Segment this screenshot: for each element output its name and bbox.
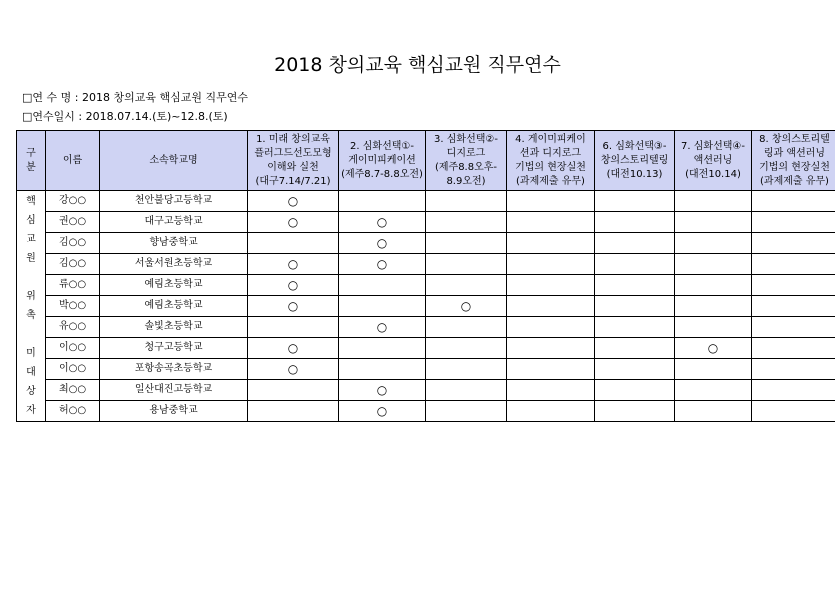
column-header <box>675 131 752 191</box>
school-cell: 일산대진고등학교 <box>100 380 248 401</box>
attendance-cell <box>339 191 426 212</box>
column-header-line: (과제제출 유무) <box>760 175 829 187</box>
attendance-cell <box>752 401 835 422</box>
attendance-cell <box>426 338 507 359</box>
attendance-cell <box>507 275 595 296</box>
name-cell: 이○○ <box>46 338 100 359</box>
attendance-cell <box>426 191 507 212</box>
attendance-cell: ○ <box>248 212 339 233</box>
attendance-cell <box>752 296 835 317</box>
table-row <box>17 401 835 422</box>
name-cell: 이○○ <box>46 359 100 380</box>
attendance-cell: ○ <box>248 296 339 317</box>
school-cell: 예림초등학교 <box>100 275 248 296</box>
category-char <box>17 268 45 287</box>
school-cell: 청구고등학교 <box>100 338 248 359</box>
page-title: 2018 창의교육 핵심교원 직무연수 <box>274 54 561 76</box>
column-header-line: 션과 디지로그 <box>519 147 582 159</box>
category-char: 원 <box>26 253 36 264</box>
attendance-cell: ○ <box>339 254 426 275</box>
table-row <box>17 212 835 233</box>
column-header-line: (제주8.8오후- <box>434 161 498 173</box>
attendance-cell <box>752 212 835 233</box>
attendance-cell: ○ <box>339 212 426 233</box>
column-header-line: 1. 미래 창의교육 <box>256 133 330 145</box>
column-header-line: 액션러닝 <box>693 154 733 166</box>
attendance-cell <box>675 296 752 317</box>
column-header <box>46 131 100 191</box>
column-header-line: 구 <box>26 147 36 159</box>
column-header-line: 게이미피케이션 <box>348 154 416 166</box>
category-char <box>17 325 45 344</box>
attendance-cell <box>507 359 595 380</box>
school-cell: 용남중학교 <box>100 401 248 422</box>
attendance-cell <box>339 338 426 359</box>
attendance-cell <box>507 401 595 422</box>
attendance-cell <box>248 317 339 338</box>
column-header-line: 창의스토리텔링 <box>600 154 669 166</box>
attendance-cell <box>675 191 752 212</box>
training-table <box>16 130 835 422</box>
attendance-cell: ○ <box>248 275 339 296</box>
column-header-line: 8. 창의스토리텔 <box>759 133 830 145</box>
attendance-cell <box>507 233 595 254</box>
category-char: 대 <box>26 367 36 378</box>
category-char: 핵 <box>26 196 36 207</box>
attendance-cell <box>752 338 835 359</box>
course-name-line: □연 수 명 : 2018 창의교육 핵심교원 직무연수 <box>22 91 248 104</box>
table-row <box>17 191 835 212</box>
attendance-cell: ○ <box>339 233 426 254</box>
column-header-line: 디지로그 <box>446 147 486 159</box>
attendance-cell: ○ <box>248 254 339 275</box>
attendance-cell <box>339 275 426 296</box>
attendance-cell <box>595 233 675 254</box>
column-header-line: 기법의 현장실천 <box>759 161 830 173</box>
attendance-cell <box>752 191 835 212</box>
table-row <box>17 338 835 359</box>
category-char: 교 <box>26 234 36 245</box>
attendance-cell <box>595 275 675 296</box>
column-header-line: (대전10.14) <box>685 168 741 180</box>
attendance-cell <box>507 191 595 212</box>
attendance-cell <box>426 359 507 380</box>
attendance-cell <box>339 359 426 380</box>
column-header <box>752 131 835 191</box>
column-header <box>507 131 595 191</box>
attendance-cell: ○ <box>248 191 339 212</box>
name-cell: 유○○ <box>46 317 100 338</box>
attendance-cell <box>426 233 507 254</box>
column-header-line: 7. 심화선택④- <box>681 140 745 152</box>
attendance-cell <box>507 317 595 338</box>
header-row <box>17 131 835 191</box>
category-char: 미 <box>26 348 36 359</box>
column-header-line: 이해와 실천 <box>267 161 319 173</box>
attendance-cell <box>248 401 339 422</box>
attendance-cell <box>752 380 835 401</box>
table-row <box>17 275 835 296</box>
attendance-cell <box>426 275 507 296</box>
attendance-cell <box>426 254 507 275</box>
attendance-cell <box>507 380 595 401</box>
attendance-cell <box>675 233 752 254</box>
table-row <box>17 317 835 338</box>
column-header-line: 링과 액션러닝 <box>763 147 826 159</box>
column-header <box>248 131 339 191</box>
name-cell: 허○○ <box>46 401 100 422</box>
school-cell: 예림초등학교 <box>100 296 248 317</box>
column-header-line: 기법의 현장실천 <box>515 161 586 173</box>
attendance-cell <box>752 233 835 254</box>
attendance-cell <box>595 254 675 275</box>
attendance-cell: ○ <box>339 380 426 401</box>
attendance-cell <box>426 212 507 233</box>
category-char: 자 <box>26 405 36 416</box>
attendance-cell <box>248 233 339 254</box>
attendance-cell <box>752 254 835 275</box>
column-header-line: 8.9오전) <box>446 175 486 187</box>
attendance-cell: ○ <box>339 317 426 338</box>
category-char: 위 <box>26 291 36 302</box>
school-cell: 포항송곡초등학교 <box>100 359 248 380</box>
school-cell: 대구고등학교 <box>100 212 248 233</box>
school-cell: 천안불당고등학교 <box>100 191 248 212</box>
attendance-cell <box>675 380 752 401</box>
attendance-cell <box>595 191 675 212</box>
school-cell: 향남중학교 <box>100 233 248 254</box>
attendance-cell <box>595 401 675 422</box>
school-cell: 서울서원초등학교 <box>100 254 248 275</box>
column-header-line: (제주8.7-8.8오전) <box>341 168 423 180</box>
attendance-cell <box>752 275 835 296</box>
name-cell: 강○○ <box>46 191 100 212</box>
attendance-cell <box>675 254 752 275</box>
attendance-cell: ○ <box>248 338 339 359</box>
column-header-line: 소속학교명 <box>149 154 198 166</box>
column-header <box>17 131 46 191</box>
attendance-cell <box>595 296 675 317</box>
attendance-cell: ○ <box>248 359 339 380</box>
attendance-cell <box>675 401 752 422</box>
column-header <box>595 131 675 191</box>
column-header <box>100 131 248 191</box>
attendance-cell <box>507 338 595 359</box>
column-header-line: 분 <box>26 161 36 173</box>
attendance-cell <box>595 212 675 233</box>
attendance-cell <box>507 254 595 275</box>
attendance-cell <box>595 317 675 338</box>
attendance-cell: ○ <box>675 338 752 359</box>
category-char: 촉 <box>26 310 36 321</box>
attendance-cell <box>675 212 752 233</box>
attendance-cell <box>752 317 835 338</box>
name-cell: 류○○ <box>46 275 100 296</box>
attendance-cell <box>675 359 752 380</box>
column-header-line: (과제제출 유무) <box>516 175 585 187</box>
category-cell <box>17 191 46 422</box>
attendance-cell <box>675 317 752 338</box>
attendance-cell: ○ <box>339 401 426 422</box>
column-header <box>426 131 507 191</box>
name-cell: 권○○ <box>46 212 100 233</box>
attendance-cell <box>752 359 835 380</box>
column-header-line: 6. 심화선택③- <box>602 140 667 152</box>
table-row <box>17 296 835 317</box>
column-header <box>339 131 426 191</box>
column-header-line: 2. 심화선택①- <box>350 140 414 152</box>
name-cell: 최○○ <box>46 380 100 401</box>
column-header-line: 4. 게이미피케이 <box>515 133 586 145</box>
attendance-cell <box>595 359 675 380</box>
attendance-cell <box>426 380 507 401</box>
table-row <box>17 359 835 380</box>
attendance-cell <box>507 212 595 233</box>
course-date-line: □연수일시 : 2018.07.14.(토)~12.8.(토) <box>22 110 228 123</box>
name-cell: 박○○ <box>46 296 100 317</box>
column-header-line: 플러그드선도모형 <box>254 147 332 159</box>
name-cell: 김○○ <box>46 233 100 254</box>
attendance-cell <box>339 296 426 317</box>
category-char: 상 <box>26 386 36 397</box>
attendance-cell <box>426 401 507 422</box>
name-cell: 김○○ <box>46 254 100 275</box>
attendance-cell <box>248 380 339 401</box>
column-header-line: (대전10.13) <box>606 168 663 180</box>
attendance-cell <box>426 317 507 338</box>
column-header-line: (대구7.14/7.21) <box>255 175 331 187</box>
table-row <box>17 380 835 401</box>
school-cell: 솔빛초등학교 <box>100 317 248 338</box>
column-header-line: 이름 <box>62 154 83 166</box>
table-row <box>17 254 835 275</box>
attendance-cell <box>675 275 752 296</box>
attendance-cell <box>507 296 595 317</box>
category-char: 심 <box>26 215 36 226</box>
attendance-cell <box>595 338 675 359</box>
attendance-cell: ○ <box>426 296 507 317</box>
column-header-line: 3. 심화선택②- <box>434 133 498 145</box>
table-row <box>17 233 835 254</box>
attendance-cell <box>595 380 675 401</box>
